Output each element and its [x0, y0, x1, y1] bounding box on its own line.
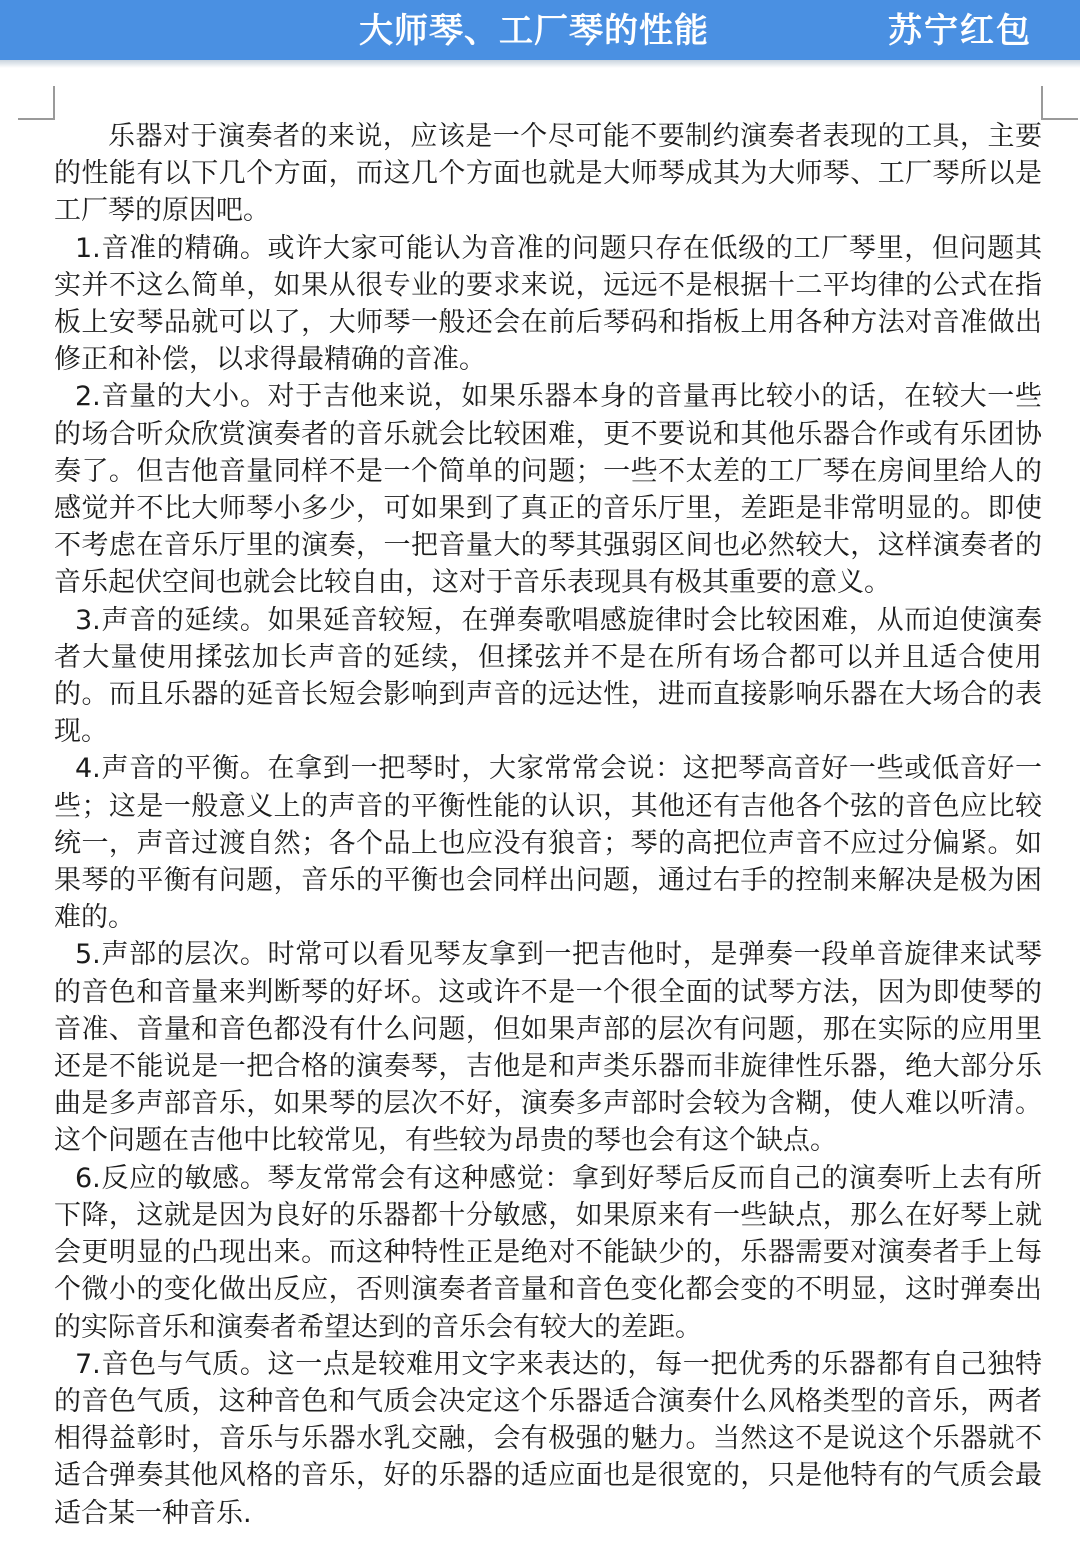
top-bar [0, 0, 1080, 60]
paragraph-voice-layers: 5.声部的层次。时常可以看见琴友拿到一把吉他时，是弹奏一段单音旋律来试琴的音色和音量来判断琴的好坏。这或许不是一个很全面的试琴方法，因为即使琴的音准、音量和音色都没有什么问题，但如果声部的层次有问题，那在实际的应用里还是不能说是一把合格的演奏琴，吉他是和声类乐器而非旋律性乐器，绝大部分乐曲是多声部音乐，如果琴的层次不好，演奏多声部时会较为含糊，使人难以听清。这个问题在吉他中比较常见，有些较为昂贵的琴也会有这个缺点。 [54, 939, 1042, 1157]
paragraph-pitch-accuracy: 1.音准的精确。或许大家可能认为音准的问题只存在低级的工厂琴里，但问题其实并不这么简单，如果从很专业的要求来说，远远不是根据十二平均律的公式在指板上安琴品就可以了，大师琴一般还会在前后琴码和指板上用各种方法对音准做出修正和补偿，以求得最精确的音准。 [54, 232, 1042, 376]
paragraph-responsiveness: 6.反应的敏感。琴友常常会有这种感觉：拿到好琴后反而自己的演奏听上去有所下降，这就是因为良好的乐器都十分敏感，如果原来有一些缺点，那么在好琴上就会更明显的凸现出来。而这种特性正是绝对不能缺少的，乐器需要对演奏者手上每个微小的变化做出反应，否则演奏者音量和音色变化都会变的不明显，这时弹奏出的实际音乐和演奏者希望达到的音乐会有较大的差距。 [54, 1162, 1042, 1343]
top-bar-shadow [0, 60, 1080, 68]
paragraph-sustain: 3.声音的延续。如果延音较短，在弹奏歌唱感旋律时会比较困难，从而迫使演奏者大量使用揉弦加长声音的延续，但揉弦并不是在所有场合都可以并且适合使用的。而且乐器的延音长短会影响到声音的远达性，进而直接影响乐器在大场合的表现。 [54, 604, 1042, 748]
page-margin-corner-left [18, 86, 55, 120]
paragraph-balance: 4.声音的平衡。在拿到一把琴时，大家常常会说：这把琴高音好一些或低音好一些；这是一般意义上的声音的平衡性能的认识，其他还有吉他各个弦的音色应比较统一，声音过渡自然；各个品上也应没有狼音；琴的高把位声音不应过分偏紧。如果琴的平衡有问题，音乐的平衡也会同样出问题，通过右手的控制来解决是极为困难的。 [54, 753, 1042, 934]
red-packet-link[interactable]: 苏宁红包 [888, 11, 1032, 51]
document-body [54, 118, 1042, 1532]
intro-paragraph: 乐器对于演奏者的来说，应该是一个尽可能不要制约演奏者表现的工具，主要的性能有以下几个方面，而这几个方面也就是大师琴成其为大师琴、工厂琴所以是工厂琴的原因吧。 [54, 121, 1042, 227]
document-title: 大师琴、工厂琴的性能 [359, 11, 709, 51]
paragraph-volume: 2.音量的大小。对于吉他来说，如果乐器本身的音量再比较小的话，在较大一些的场合听众欣赏演奏者的音乐就会比较困难，更不要说和其他乐器合作或有乐团协奏了。但吉他音量同样不是一个简单的问题；一些不太差的工厂琴在房间里给人的感觉并不比大师琴小多少，可如果到了真正的音乐厅里，差距是非常明显的。即使不考虑在音乐厅里的演奏，一把音量大的琴其强弱区间也必然较大，这样演奏者的音乐起伏空间也就会比较自由，这对于音乐表现具有极其重要的意义。 [54, 381, 1042, 599]
page-margin-corner-right [1041, 86, 1078, 120]
paragraph-tone-character: 7.音色与气质。这一点是较难用文字来表达的，每一把优秀的乐器都有自己独特的音色气质，这种音色和气质会决定这个乐器适合演奏什么风格类型的音乐，两者相得益彰时，音乐与乐器水乳交融，会有极强的魅力。当然这不是说这个乐器就不适合弹奏其他风格的音乐，好的乐器的适应面也是很宽的，只是他特有的气质会最适合某一种音乐. [54, 1348, 1042, 1529]
